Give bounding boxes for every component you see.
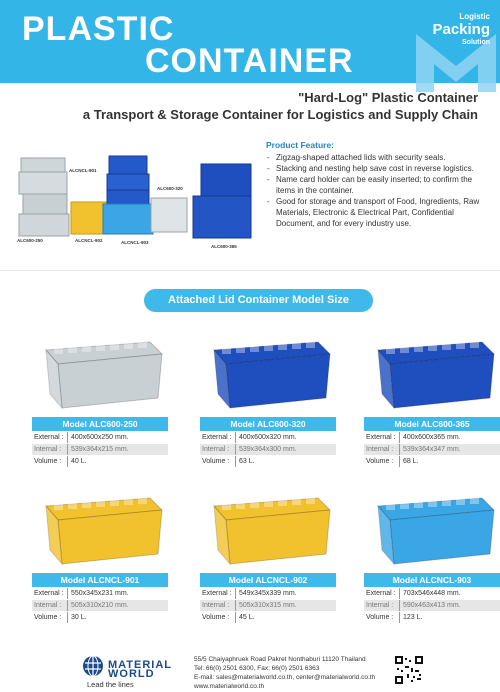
spec-row-internal [32, 600, 168, 612]
spec-label: Internal : [364, 600, 400, 611]
spec-value: 550x345x231 mm. [71, 590, 129, 597]
spec-label: Internal : [32, 600, 68, 611]
image-label: ALC600-250 [17, 238, 43, 243]
spec-value: 539x364x347 mm. [400, 444, 500, 455]
spec-row-volume [32, 456, 168, 468]
feature-list [266, 152, 492, 229]
logo-text-logistic: Logistic [459, 12, 490, 21]
model-name: Model ALC600-250 [32, 417, 168, 431]
image-label: ALC600-320 [157, 186, 183, 191]
website-link[interactable]: www.materialworld.co.th [194, 683, 265, 690]
brand-name-line-2: WORLD [108, 668, 155, 680]
spec-label: External : [32, 432, 68, 443]
container-image [200, 488, 336, 570]
section-title-pill: Attached Lid Container Model Size [144, 289, 373, 312]
material-world-globe-icon [82, 655, 104, 677]
email-line[interactable]: E-mail: sales@materialworld.co.th, center@materialworld.co.th [194, 674, 376, 681]
spec-value: 40 L. [71, 458, 87, 465]
model-name: Model ALC600-320 [200, 417, 336, 431]
spec-table [200, 432, 336, 468]
spec-value: 30 L. [71, 614, 87, 621]
spec-row-volume [32, 612, 168, 624]
spec-value: 505x310x315 mm. [236, 600, 336, 611]
spec-row-internal [200, 444, 336, 456]
feature-item: - Stacking and nesting help save cost in reverse logistics. [266, 163, 492, 174]
spec-row-external [32, 588, 168, 600]
product-card [200, 488, 336, 628]
container-image [200, 332, 336, 414]
product-card [200, 332, 336, 472]
feature-item: - Name card holder can be easily inserted; to confirm the items in the container. [266, 174, 492, 196]
logo-text-packing: Packing [432, 21, 490, 38]
title-line-2: CONTAINER [145, 42, 354, 80]
containers-group-image [15, 152, 255, 260]
container-image [364, 488, 500, 570]
logistic-packing-logo [412, 8, 496, 83]
spec-label: Internal : [200, 444, 236, 455]
spec-value: 400x600x320 mm. [239, 434, 297, 441]
title-line-1: PLASTIC [22, 10, 175, 48]
spec-value: 400x600x250 mm. [71, 434, 129, 441]
product-card [364, 488, 500, 628]
spec-table [200, 588, 336, 624]
spec-value: 68 L. [403, 458, 419, 465]
spec-table [32, 588, 168, 624]
brand-tagline: Lead the lines [87, 680, 134, 689]
spec-row-internal [200, 600, 336, 612]
image-label: ALCNCL-901 [69, 168, 97, 173]
spec-value: 123 L. [403, 614, 423, 621]
spec-table [364, 588, 500, 624]
spec-label: External : [32, 588, 68, 599]
spec-value: 539x364x215 mm. [68, 444, 168, 455]
logo-text-solution: Solution [462, 39, 490, 46]
spec-value: 63 L. [239, 458, 255, 465]
spec-label: External : [364, 432, 400, 443]
model-name: Model ALC600-365 [364, 417, 500, 431]
address-line: 55/5 Chaiyaphruek Road Pakret Nonthaburi 11120 Thailand [194, 656, 366, 663]
spec-label: Internal : [32, 444, 68, 455]
spec-value: 400x600x365 mm. [403, 434, 461, 441]
spec-row-external [32, 432, 168, 444]
spec-label: Volume : [200, 612, 236, 623]
spec-row-volume [364, 612, 500, 624]
spec-row-external [200, 432, 336, 444]
subtitle-line-1: "Hard-Log" Plastic Container [298, 90, 478, 105]
spec-label: External : [200, 588, 236, 599]
spec-row-external [200, 588, 336, 600]
section-divider [0, 270, 500, 271]
spec-value: 590x463x413 mm. [400, 600, 500, 611]
spec-table [364, 432, 500, 468]
spec-row-internal [364, 600, 500, 612]
image-label: ALC600-365 [211, 244, 237, 249]
model-name: Model ALCNCL-902 [200, 573, 336, 587]
spec-label: Volume : [32, 612, 68, 623]
company-address [194, 655, 375, 691]
phone-line: Tel: 66(0) 2501 6300, Fax: 66(0) 2501 6363 [194, 665, 320, 672]
spec-label: Volume : [200, 456, 236, 467]
qr-code-icon [395, 656, 423, 684]
header-banner [0, 0, 500, 83]
model-name: Model ALCNCL-903 [364, 573, 500, 587]
spec-row-volume [200, 612, 336, 624]
spec-row-volume [364, 456, 500, 468]
image-label: ALCNCL-902 [75, 238, 103, 243]
spec-label: External : [200, 432, 236, 443]
product-card [32, 332, 168, 472]
container-image [32, 332, 168, 414]
spec-row-internal [364, 444, 500, 456]
product-feature-heading: Product Feature: [266, 140, 335, 150]
spec-label: Internal : [364, 444, 400, 455]
spec-row-external [364, 588, 500, 600]
spec-label: Volume : [364, 612, 400, 623]
spec-label: External : [364, 588, 400, 599]
spec-value: 45 L. [239, 614, 255, 621]
brand-name-line-1: MATERIAL [108, 659, 173, 671]
container-image [364, 332, 500, 414]
product-card [364, 332, 500, 472]
image-label: ALCNCL-903 [121, 240, 149, 245]
product-card [32, 488, 168, 628]
spec-label: Volume : [32, 456, 68, 467]
spec-value: 703x546x448 mm. [403, 590, 461, 597]
spec-value: 549x345x339 mm. [239, 590, 297, 597]
spec-table [32, 432, 168, 468]
feature-item: - Zigzag-shaped attached lids with security seals. [266, 152, 492, 163]
model-name: Model ALCNCL-901 [32, 573, 168, 587]
spec-row-external [364, 432, 500, 444]
spec-row-internal [32, 444, 168, 456]
spec-row-volume [200, 456, 336, 468]
feature-item: - Good for storage and transport of Food, Ingredients, Raw Materials, Electronic & Electrical Part, Confidential Document, and for every industry use. [266, 196, 492, 229]
spec-label: Volume : [364, 456, 400, 467]
spec-value: 539x364x300 mm. [236, 444, 336, 455]
spec-value: 505x310x210 mm. [68, 600, 168, 611]
spec-label: Internal : [200, 600, 236, 611]
subtitle-line-2: a Transport & Storage Container for Logistics and Supply Chain [82, 107, 478, 122]
container-image [32, 488, 168, 570]
